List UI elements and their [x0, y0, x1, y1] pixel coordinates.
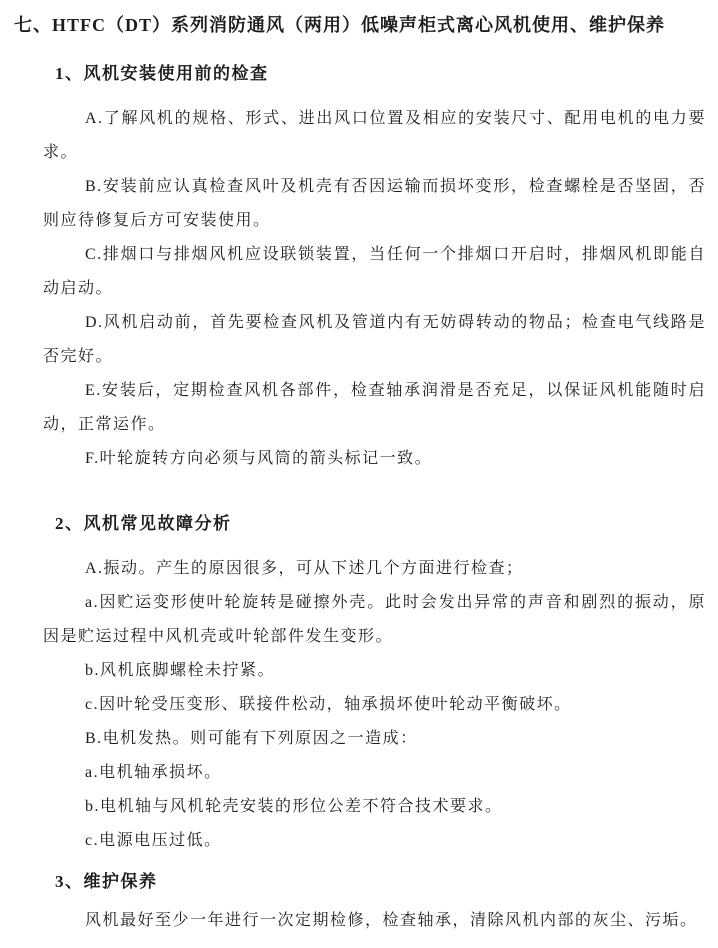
- document-title: 七、HTFC（DT）系列消防通风（两用）低噪声柜式离心风机使用、维护保养: [14, 15, 666, 35]
- section-heading-3: 3、维护保养: [55, 872, 158, 891]
- paragraph: C.排烟口与排烟风机应设联锁装置，当任何一个排烟口开启时，排烟风机即能自动启动。: [43, 246, 706, 297]
- paragraph: c.电源电压过低。: [85, 832, 222, 849]
- paragraph: F.叶轮旋转方向必须与风筒的箭头标记一致。: [85, 450, 433, 467]
- paragraph: E.安装后，定期检查风机各部件，检查轴承润滑是否充足，以保证风机能随时启动，正常运作。: [43, 382, 706, 433]
- paragraph: a.因贮运变形使叶轮旋转是碰擦外壳。此时会发出异常的声音和剧烈的振动，原因是贮运过程中风机壳或叶轮部件发生变形。: [43, 594, 706, 645]
- paragraph: 风机最好至少一年进行一次定期检修，检查轴承，清除风机内部的灰尘、污垢。: [85, 912, 698, 929]
- section-3-body: [0, 904, 718, 938]
- section-2-body: [0, 552, 718, 858]
- paragraph: b.风机底脚螺栓未拧紧。: [85, 662, 276, 679]
- paragraph: A.振动。产生的原因很多，可从下述几个方面进行检查；: [85, 560, 524, 577]
- paragraph: B.电机发热。则可能有下列原因之一造成：: [85, 730, 418, 747]
- section-1-body: [0, 102, 718, 476]
- paragraph: A.了解风机的规格、形式、进出风口位置及相应的安装尺寸、配用电机的电力要求。: [43, 110, 706, 161]
- paragraph: a.电机轴承损坏。: [85, 764, 222, 781]
- paragraph: B.安装前应认真检查风叶及机壳有否因运输而损坏变形，检查螺栓是否坚固，否则应待修复后方可安装使用。: [43, 178, 706, 229]
- paragraph: c.因叶轮受压变形、联接件松动，轴承损坏使叶轮动平衡破坏。: [85, 696, 572, 713]
- paragraph: D.风机启动前，首先要检查风机及管道内有无妨碍转动的物品；检查电气线路是否完好。: [43, 314, 706, 365]
- section-heading-2: 2、风机常见故障分析: [55, 514, 232, 533]
- section-heading-1: 1、风机安装使用前的检查: [55, 64, 269, 83]
- paragraph: b.电机轴与风机轮壳安装的形位公差不符合技术要求。: [85, 798, 503, 815]
